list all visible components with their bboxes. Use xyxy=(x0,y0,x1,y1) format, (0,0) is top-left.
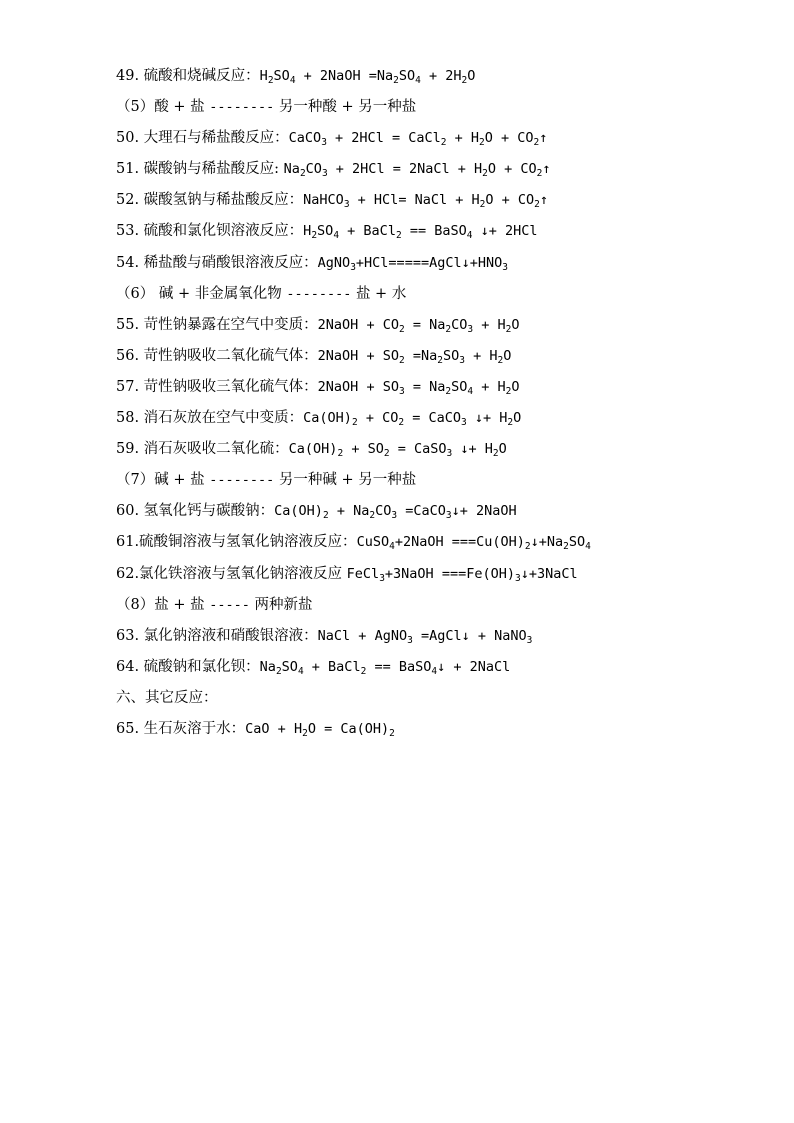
reaction-line: 62.氯化铁溶液与氢氧化钠溶液反应 FeCl$_3$+3NaOH $===Fe(OH)_3↓+3NaCl$ xyxy=(116,565,578,584)
reaction-line: 49. 硫酸和烧碱反应：$H_2SO_4$ + 2NaOH $=Na_2SO_4 + 2H_2O$ xyxy=(116,68,476,86)
reaction-line: 55. 苛性钠暴露在空气中变质：2NaOH + $CO_2 = Na_2CO_3 + H_2O$ xyxy=(116,316,520,335)
reaction-line: 63. 氯化钠溶液和硝酸银溶液：NaCl + AgNO$_3$ =AgCl↓ + NaNO$_3$ xyxy=(116,627,533,646)
reaction-line: 52. 碳酸氢钠与稀盐酸反应：NaHCO$_3$ + HCl= NaCl + $H_2O$ + $CO_2↑$ xyxy=(116,192,548,211)
reaction-list xyxy=(116,61,776,745)
reaction-line: 54. 稀盐酸与硝酸银溶液反应：$AgNO_3+HCl=====AgCl↓+HNO_3$ xyxy=(116,254,508,273)
reaction-line: 50. 大理石与稀盐酸反应：CaCO$_3$ + 2HCl = CaCl$_2$ + $H_2O$ + $CO_2↑$ xyxy=(116,130,548,149)
section-heading: （6） 碱 + 非金属氧化物 -------- 盐 + 水 xyxy=(116,285,407,302)
chapter-heading: 六、其它反应： xyxy=(116,689,218,706)
reaction-line: 60. 氢氧化钙与碳酸钠：$Ca(OH)_2 + Na_2CO_3$ =CaCO$_3$↓+ 2NaOH xyxy=(116,503,517,522)
reaction-line: 51. 碳酸钠与稀盐酸反应: $Na_2CO_3 + 2HCl$ = 2NaCl + $H_2O$ + $CO_2↑$ xyxy=(116,161,551,180)
reaction-line: 64. 硫酸钠和氯化钡：$Na_2SO_4$ + BaCl$_2$ == BaSO$_4$↓ + 2NaCl xyxy=(116,658,511,677)
reaction-line: 61.硫酸铜溶液与氢氧化钠溶液反应：CuSO$_4$+2NaOH $===Cu(OH)_2↓+Na_2SO_4$ xyxy=(116,534,591,553)
section-heading: （8）盐 + 盐 ----- 两种新盐 xyxy=(116,596,313,613)
reaction-line: 53. 硫酸和氯化钡溶液反应：$H_2SO_4$ + BaCl$_2$ == BaSO$_4$ ↓+ 2HCl xyxy=(116,223,538,242)
section-heading: （5）酸 + 盐 -------- 另一种酸 + 另一种盐 xyxy=(116,99,417,116)
reaction-line: 65. 生石灰溶于水：CaO + $H_2O = Ca(OH)_2$ xyxy=(116,720,395,739)
reaction-line: 58. 消石灰放在空气中变质：$Ca(OH)_2 + CO_2$ = CaCO$_3$ ↓+ $H_2O$ xyxy=(116,410,522,429)
reaction-line: 57. 苛性钠吸收三氧化硫气体：2NaOH + $SO_3 = Na_2SO_4 + H_2O$ xyxy=(116,378,520,397)
reaction-line: 59. 消石灰吸收二氧化硫：$Ca(OH)_2 + SO_2$ = CaSO$_3$ ↓+ $H_2O$ xyxy=(116,441,507,460)
reaction-line: 56. 苛性钠吸收二氧化硫气体：2NaOH + $SO_2 =Na_2SO_3 + H_2O$ xyxy=(116,347,512,366)
section-heading: （7）碱 + 盐 -------- 另一种碱 + 另一种盐 xyxy=(116,472,417,489)
